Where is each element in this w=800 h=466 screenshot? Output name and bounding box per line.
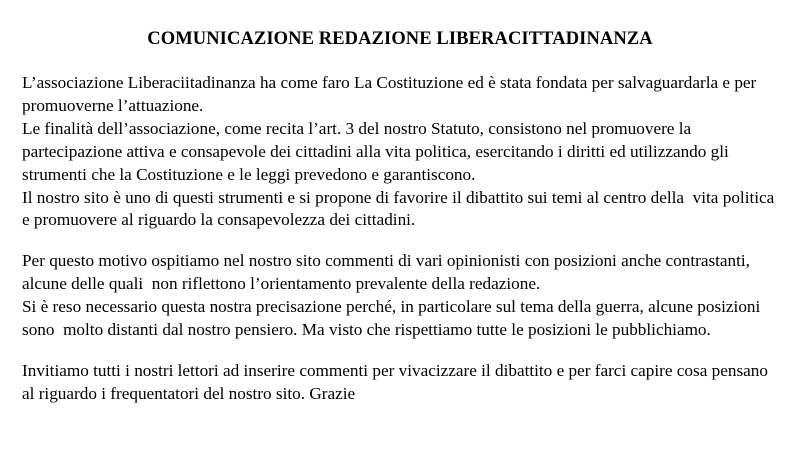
paragraph-opinionisti: Per questo motivo ospitiamo nel nostro sito commenti di vari opinionisti con posizioni anche contrastanti, alcune delle quali non riflettono l’orientamento prevalente della redazione.	[22, 251, 755, 294]
paragraph-sito: Il nostro sito è uno di questi strumenti e si propone di favorire il dibattito sui temi al centro della vita politica e promuovere al riguardo la consapevolezza dei cittadini.	[22, 187, 779, 230]
page-title: COMUNICAZIONE REDAZIONE LIBERACITTADINANZA	[147, 29, 653, 49]
paragraph-finalita: Le finalità dell’associazione, come recita l’art. 3 del nostro Statuto, consistono nel promuovere la partecipazione attiva e consapevole dei cittadini alla vita politica, esercitando i diritti ed utilizzando gli strumenti che la Costituzione e le leggi prevedono e garantiscono.	[22, 118, 734, 184]
paragraph-intro: L’associazione Liberaciitadinanza ha come faro La Costituzione ed è stata fondata per salvaguardarla e per promuoverne l’attuazione.	[22, 73, 761, 116]
paragraph-precisazione: Si è reso necessario questa nostra precisazione perché, in particolare sul tema della guerra, alcune posizioni sono molto distanti dal nostro pensiero. Ma visto che rispettiamo tutte le posizioni le pubblichiamo.	[22, 297, 765, 339]
paragraph-invito: Invitiamo tutti i nostri lettori ad inserire commenti per vivacizzare il dibattito e per farci capire cosa pensano al riguardo i frequentatori del nostro sito. Grazie	[22, 360, 773, 403]
paragraph-spacer	[22, 232, 778, 250]
paragraph-spacer-2	[22, 342, 778, 360]
